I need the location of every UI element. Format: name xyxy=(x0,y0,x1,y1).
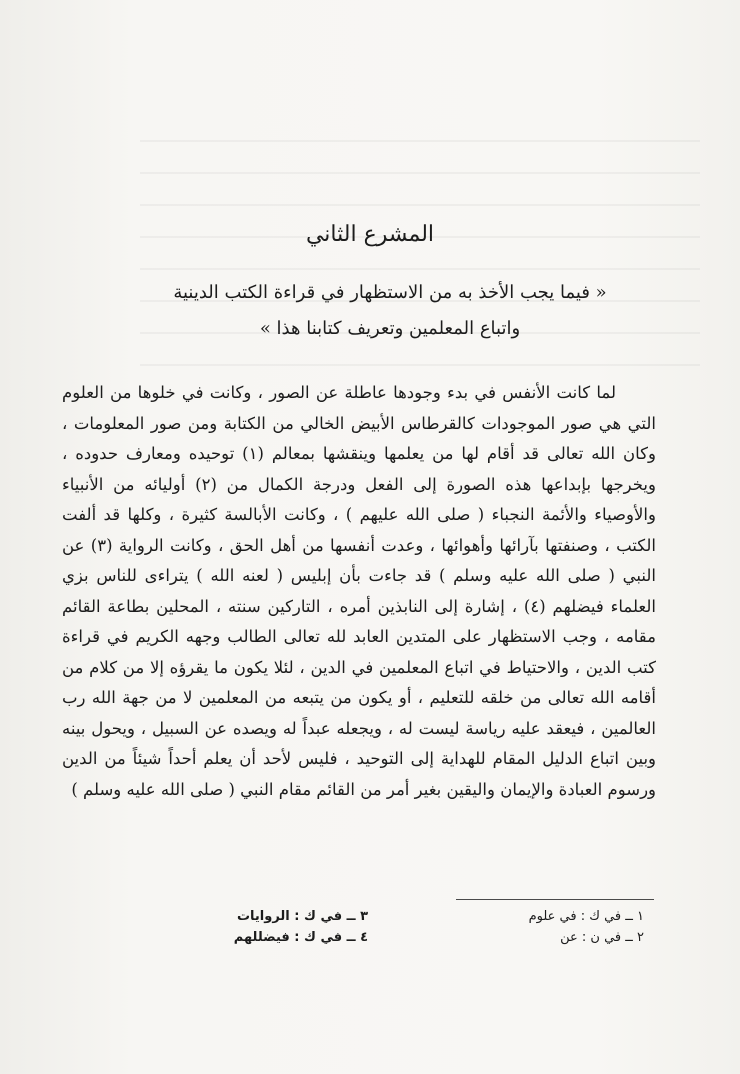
footnote-4: ٤ ــ في ك : فيضللهم xyxy=(233,930,368,945)
footnote-2: ٢ ــ في ن : عن xyxy=(560,930,644,945)
footnote-3: ٣ ــ في ك : الروايات xyxy=(236,909,368,924)
section-subtitle-line-2: واتباع المعلمين وتعريف كتابنا هذا » xyxy=(259,318,521,339)
bleed-through-shadow xyxy=(140,140,700,380)
footnote-divider xyxy=(456,899,654,900)
footnote-1: ١ ــ في ك : في علوم xyxy=(528,909,644,924)
body-text xyxy=(62,378,656,805)
section-subtitle-line-1: « فيما يجب الأخذ به من الاستظهار في قراءة الكتب الدينية xyxy=(173,282,607,303)
section-heading: المشرع الثاني xyxy=(305,222,435,247)
body-paragraph: لما كانت الأنفس في بدء وجودها عاطلة عن الصور ، وكانت في خلوها من العلوم التي هي صور الموجودات كالقرطاس الأبيض الخالي من الكتابة ومن صور المعلومات ، وكان الله تعالى قد أقام لها من يعلمها وينقشها بمعالم (١) توحيده ومعارف حدوده ، ويخرجها بإبداعها هذه الصورة إلى الفعل ودرجة الكمال من (٢) أوليائه من الأنبياء والأوصياء والأئمة النجباء ( صلى الله عليهم ) ، وكانت الأبالسة كثيرة ، وكلها قد ألفت الكتب ، وصنفتها بآرائها وأهوائها ، وعدت أنفسها من أهل الحق ، وكانت الرواية (٣) عن النبي ( صلى الله عليه وسلم ) قد جاءت بأن إبليس ( لعنه الله ) يتراءى للناس بزي العلماء فيضلهم (٤) ، إشارة إلى النابذين أمره ، التاركين سنته ، المحلين بطاعة القائم مقامه ، وجب الاستظهار على المتدين العابد لله تعالى الطالب وجهه الكريم في قراءة كتب الدين ، والاحتياط في اتباع المعلمين في الدين ، لئلا يكون ما يقرؤه إلا من كلام من أقامه الله تعالى من خلقه للتعليم ، أو يكون من يتبعه من المعلمين لا من جهة الله رب العالمين ، فيعقد عليه رياسة ليست له ، ويجعله عبداً له ويصده عن السبيل ، ويحول بينه وبين اتباع الدليل المقام للهداية إلى التوحيد ، فليس لأحد أن يعلم أحداً شيئاً من الدين ورسوم العبادة والإيمان واليقين بغير أمر من القائم مقام النبي ( صلى الله عليه وسلم ) xyxy=(62,383,657,799)
